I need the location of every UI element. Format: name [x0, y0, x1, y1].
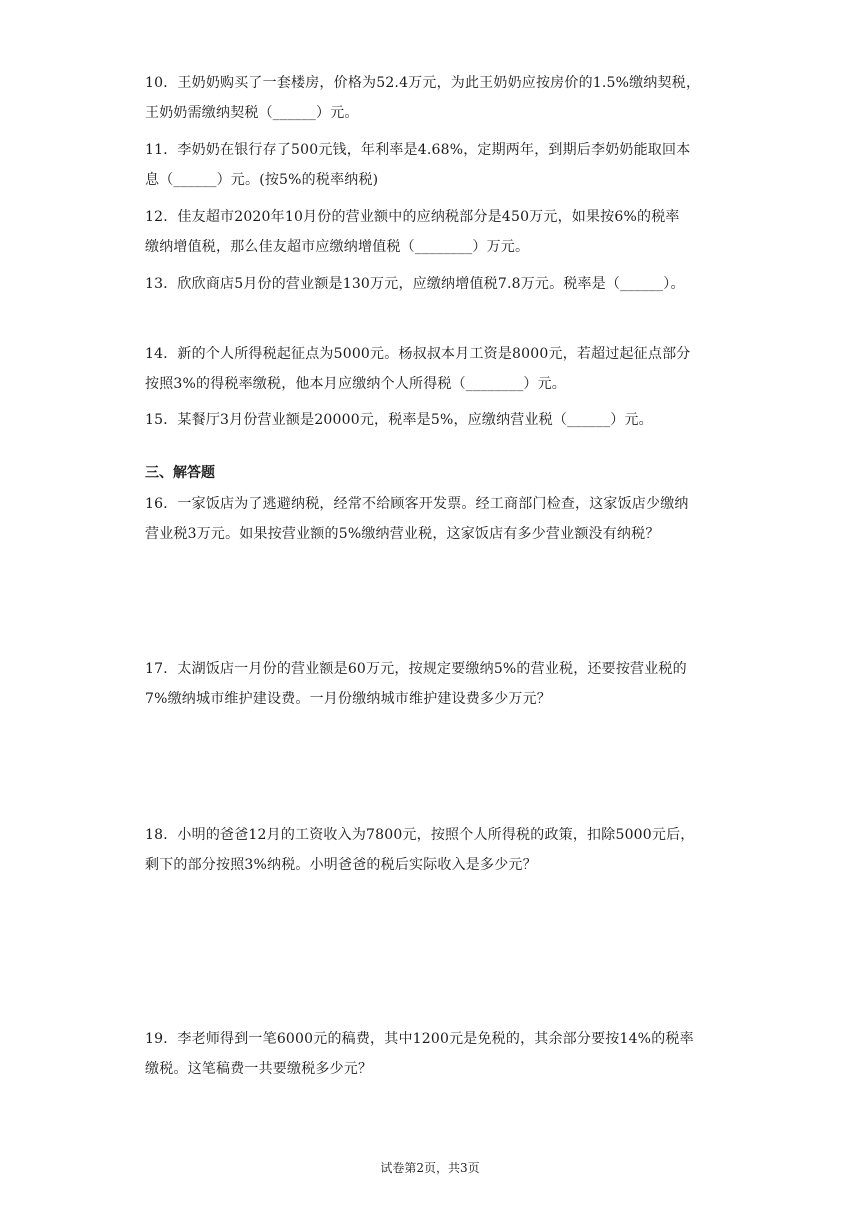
question-line: 王奶奶需缴纳契税（______）元。	[145, 105, 359, 121]
question-line: 12．佳友超市2020年10月份的营业额中的应纳税部分是450万元，如果按6%的税率	[145, 209, 680, 225]
question-19	[145, 1024, 723, 1084]
question-line: 16．一家饭店为了逃避纳税，经常不给顾客开发票。经工商部门检查，这家饭店少缴纳	[145, 496, 689, 512]
page-footer: 试卷第2页，共3页	[380, 1161, 480, 1175]
question-13	[145, 269, 723, 299]
question-12	[145, 202, 723, 262]
question-line: 剩下的部分按照3%纳税。小明爸爸的税后实际收入是多少元？	[145, 857, 537, 873]
question-line: 缴税。这笔稿费一共要缴税多少元？	[145, 1061, 373, 1077]
question-17	[145, 654, 723, 714]
question-line: 息（______）元。(按5%的税率纳税)	[145, 172, 379, 188]
question-line: 14．新的个人所得税起征点为5000元。杨叔叔本月工资是8000元，若超过起征点部分	[145, 346, 691, 362]
question-16	[145, 489, 723, 549]
section-heading: 三、解答题	[145, 465, 215, 481]
question-14	[145, 339, 723, 399]
question-line: 11．李奶奶在银行存了500元钱，年利率是4.68%，定期两年，到期后李奶奶能取回本	[145, 142, 691, 158]
question-line: 18．小明的爸爸12月的工资收入为7800元，按照个人所得税的政策，扣除5000元后，	[145, 827, 695, 843]
question-line: 10．王奶奶购买了一套楼房，价格为52.4万元，为此王奶奶应按房价的1.5%缴纳契税，	[145, 75, 701, 91]
question-18	[145, 820, 723, 880]
question-15	[145, 405, 723, 435]
question-line: 19．李老师得到一笔6000元的稿费，其中1200元是免税的，其余部分要按14%的税率	[145, 1031, 694, 1047]
question-line: 营业税3万元。如果按营业额的5%缴纳营业税，这家饭店有多少营业额没有纳税？	[145, 526, 660, 542]
question-line: 7%缴纳城市维护建设费。一月份缴纳城市维护建设费多少万元？	[145, 691, 552, 707]
question-11	[145, 135, 723, 195]
question-line: 13．欣欣商店5月份的营业额是130万元，应缴纳增值税7.8万元。税率是（______）。	[145, 276, 685, 292]
question-10	[145, 68, 723, 128]
question-line: 15．某餐厅3月份营业额是20000元，税率是5%，应缴纳营业税（______）元。	[145, 412, 653, 428]
question-line: 17．太湖饭店一月份的营业额是60万元，按规定要缴纳5%的营业税，还要按营业税的	[145, 661, 687, 677]
question-line: 缴纳增值税，那么佳友超市应缴纳增值税（________）万元。	[145, 239, 530, 255]
question-line: 按照3%的得税率缴税，他本月应缴纳个人所得税（________）元。	[145, 376, 567, 392]
